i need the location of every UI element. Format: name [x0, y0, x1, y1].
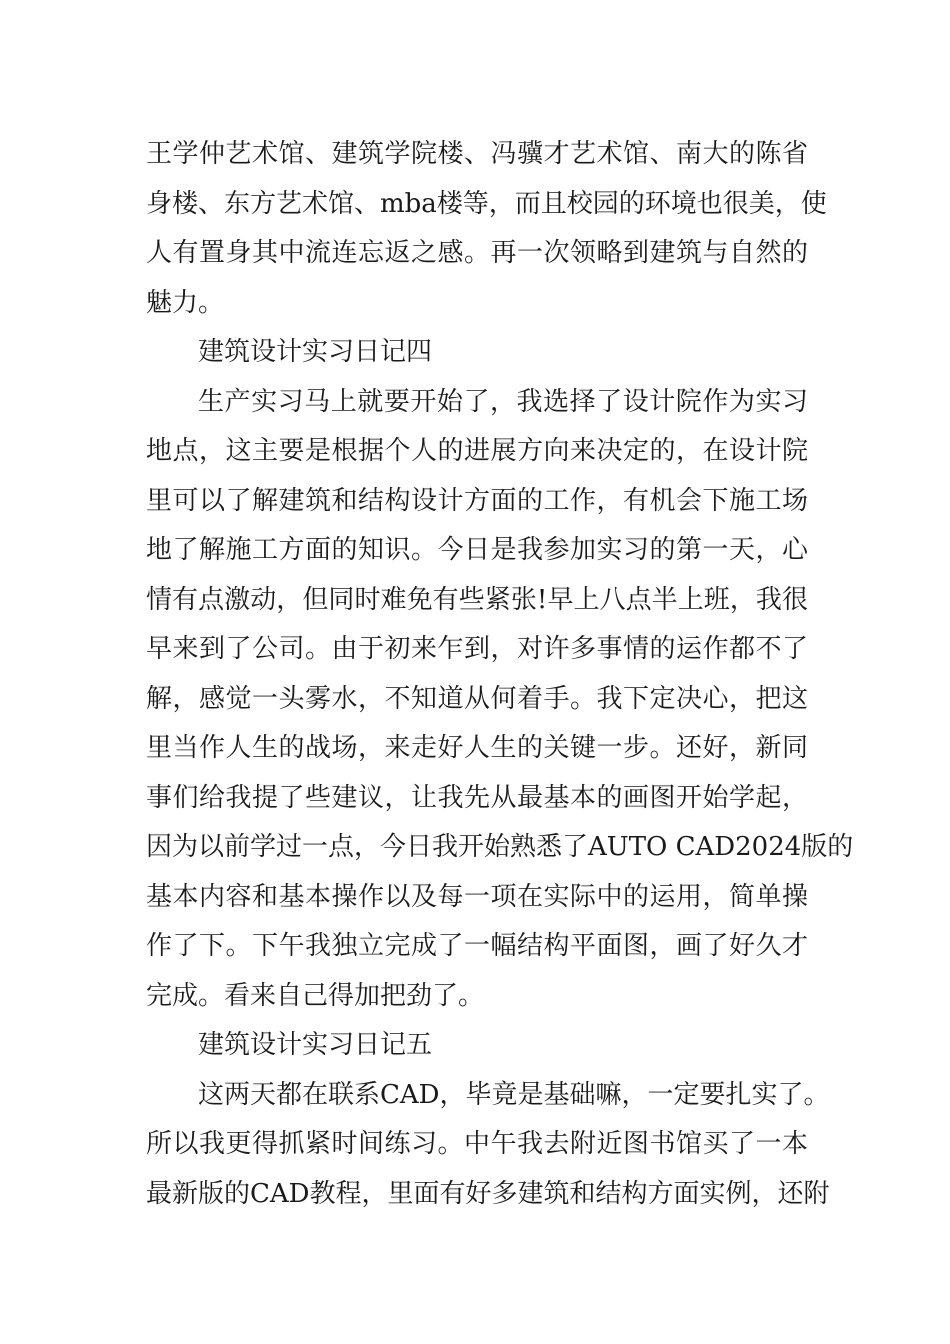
body-text	[146, 130, 854, 1219]
text-line: 人有置身其中流连忘返之感。再一次领略到建筑与自然的	[146, 238, 808, 268]
text-line: 里可以了解建筑和结构设计方面的工作，有机会下施工场	[146, 485, 808, 516]
text-line: 生产实习马上就要开始了，我选择了设计院作为实习	[198, 386, 808, 417]
text-line: 完成。看来自己得加把劲了。	[146, 980, 485, 1011]
text-line: 地了解施工方面的知识。今日是我参加实习的第一天，心	[146, 535, 808, 565]
text-line: 基本内容和基本操作以及每一项在实际中的运用，简单操	[146, 881, 808, 912]
text-line: 解，感觉一头雾水，不知道从何着手。我下定决心，把这	[146, 683, 808, 714]
text-line: 所以我更得抓紧时间练习。中午我去附近图书馆买了一本	[146, 1129, 808, 1159]
text-line: 建筑设计实习日记五	[198, 1030, 433, 1060]
text-line: 早来到了公司。由于初来乍到，对许多事情的运作都不了	[146, 634, 808, 664]
text-line: 身楼、东方艺术馆、mba楼等，而且校园的环境也很美，使	[146, 188, 827, 219]
text-line: 作了下。下午我独立完成了一幅结构平面图，画了好久才	[146, 931, 808, 961]
text-line: 里当作人生的战场，来走好人生的关键一步。还好，新同	[146, 733, 808, 763]
text-line: 因为以前学过一点，今日我开始熟悉了AUTO CAD2024版的	[146, 832, 854, 862]
text-line: 事们给我提了些建议，让我先从最基本的画图开始学起，	[146, 782, 808, 813]
text-line: 最新版的CAD教程，里面有好多建筑和结构方面实例，还附	[146, 1178, 830, 1209]
text-line: 魅力。	[146, 287, 225, 318]
text-line: 建筑设计实习日记四	[198, 337, 433, 367]
text-line: 王学仲艺术馆、建筑学院楼、冯骥才艺术馆、南大的陈省	[146, 139, 808, 169]
text-line: 这两天都在联系CAD，毕竟是基础嘛，一定要扎实了。	[198, 1079, 830, 1110]
text-line: 地点，这主要是根据个人的进展方向来决定的，在设计院	[146, 436, 808, 466]
text-line: 情有点激动，但同时难免有些紧张!早上八点半上班，我很	[146, 584, 808, 615]
